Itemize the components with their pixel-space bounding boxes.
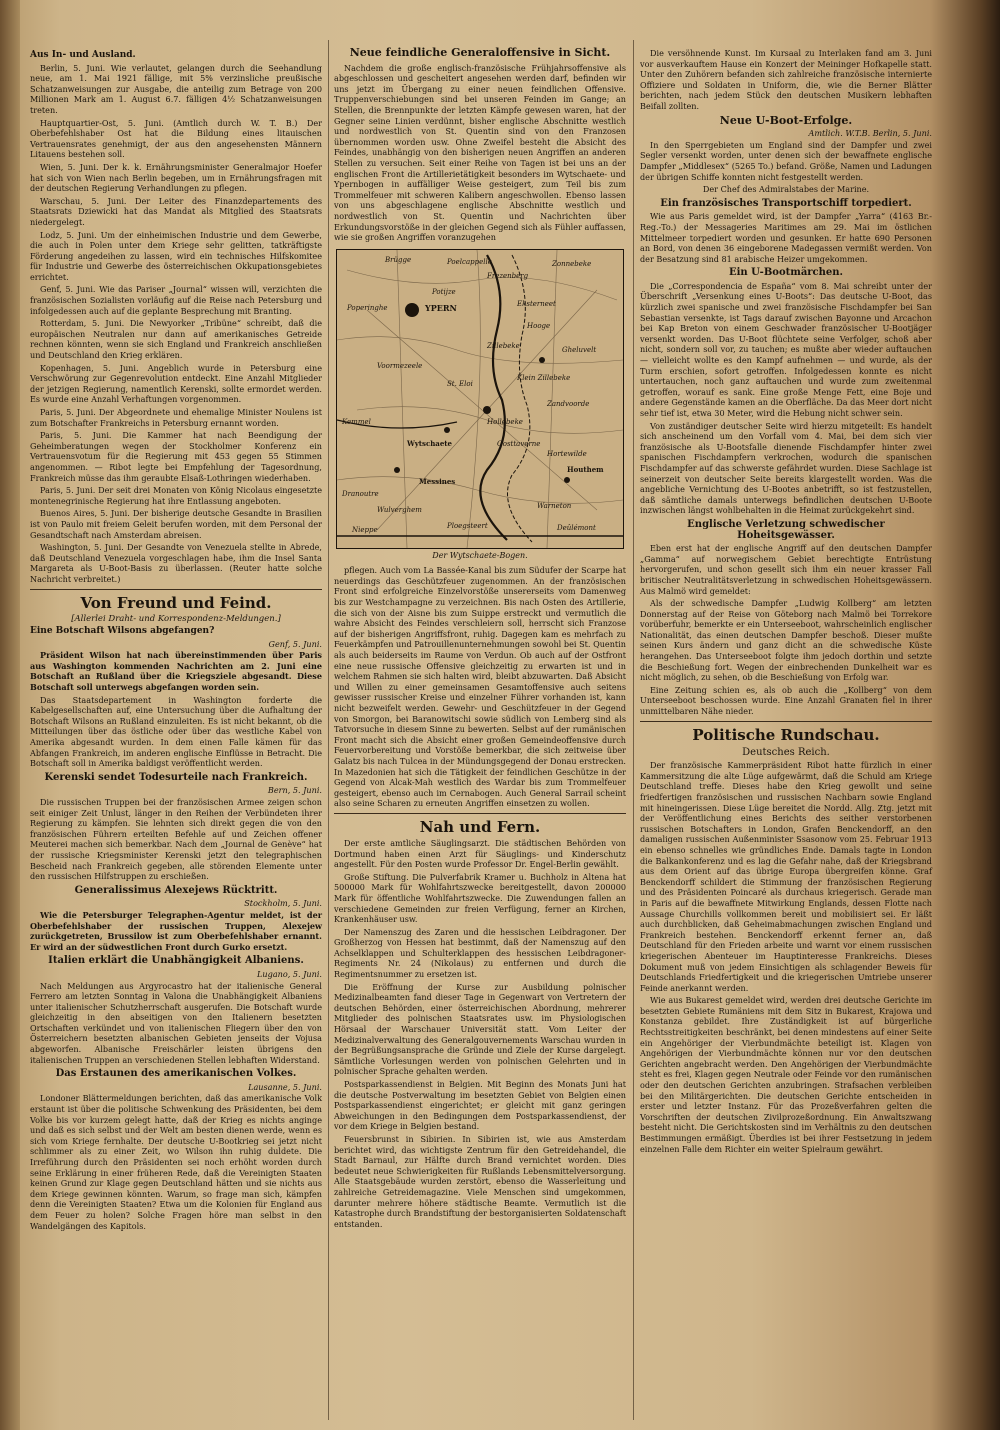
column-rule-1 — [328, 40, 329, 1420]
map-label: Warneton — [537, 501, 572, 510]
news-item: Lodz, 5. Juni. Um der einheimischen Industrie und dem Gewerbe, die auch in Polen unter dem Kriege sehr gelitten, tatkräftigste Förderung angedeihen zu lassen, wird ein technisches Hilfskomitee für Industrie und Gewerbe des österreichischen Okkupationsgebietes errichtet. — [30, 229, 322, 282]
map-label: Zillebeke — [487, 341, 520, 350]
dateline: Lausanne, 5. Juni. — [248, 1081, 322, 1092]
map-label: St. Eloi — [447, 379, 473, 388]
map-label: Poelcappelle — [447, 257, 492, 266]
story-body: Eine Zeitung schien es, als ob auch die „Kollberg“ von dem Unterseeboot beschossen wurde. Eine Anzahl Granaten fiel in ihrer unmittelbaren Nähe nieder. — [640, 684, 932, 717]
news-item: Rotterdam, 5. Juni. Die Newyorker „Tribüne“ schreibt, daß die europäischen Neutralen nur dann auf amerikanisches Getreide rechnen könnten, wenn sie sich England und Frankreich anschließen und Deutschland den Krieg erklären. — [30, 318, 322, 361]
story-body: Von zuständiger deutscher Seite wird hierzu mitgeteilt: Es handelt sich anscheinend um den Vorfall vom 4. Mai, bei dem sich vier französische als U-Bootsfalle dienende Fischdampfer hinter zwei spanischen Fischdampfern verkrochen, wodurch die spanischen Fischdampfer auf das schwerste gefährdet wurden. Diese Sachlage ist seinerzeit von deutscher Seite bereits klargestellt worden. Was die angebliche Vernichtung des U-Bootes anbetrifft, so ist festzustellen, daß sämtliche damals unterwegs befindlichen deutschen U-Boote inzwischen längst wohlbehalten in die Heimat zurückgekehrt sind. — [640, 420, 932, 516]
story-body: Wie aus Paris gemeldet wird, ist der Dampfer „Yarra“ (4163 Br.-Reg.-To.) der Messageries Maritimes am 29. Mai im östlichen Mittelmeer torpediert worden und gesunken. Er hatte 690 Personen an Bord, von denen 36 eingeborene Madegassen vermißt werden. Von der Besatzung sind 81 arabische Heizer umgekommen. — [640, 211, 932, 264]
divider — [30, 589, 322, 590]
news-item: Warschau, 5. Juni. Der Leiter des Finanzdepartements des Staatsrats Dziewicki hat das Mandat als Mitglied des Staatsrats niedergelegt. — [30, 195, 322, 227]
map-wytschaete-bogen — [336, 249, 624, 549]
signature: Der Chef des Admiralstabes der Marine. — [702, 184, 870, 195]
dateline: Amtlich. W.T.B. Berlin, 5. Juni. — [808, 128, 932, 139]
column-rule-2 — [633, 40, 634, 1420]
feature-title: Von Freund und Feind. — [80, 593, 272, 612]
dateline: Lugano, 5. Juni. — [257, 968, 322, 979]
news-item: Kopenhagen, 5. Juni. Angeblich wurde in Petersburg eine Verschwörung zur Gegenrevolution entdeckt. Eine Anzahl Mitglieder der jetzigen Regierung, namentlich Kerenski, sollte ermordet werden. Es wurde eine Anzahl Verhaftungen vorgenommen. — [30, 362, 322, 405]
nahfern-item: Der erste amtliche Säuglingsarzt. Die städtischen Behörden von Dortmund haben einen Arzt für Säuglings- und Kinderschutz angestellt. Für den Posten wurde Professor Dr. Engel-Berlin gewählt. — [334, 837, 626, 870]
map-label: Nieppe — [352, 525, 378, 534]
map-label: Hooge — [527, 321, 551, 330]
rundschau-item: Wie aus Bukarest gemeldet wird, werden drei deutsche Gerichte im besetzten Gebiete Rumäniens mit dem Sitz in Bukarest, Krajowa und Konstanza gebildet. Ihre Zuständigkeit ist auf bürgerliche Rechtsstreitigkeiten beschränkt, bei denen mindestens auf einer Seite ein Angehöriger der Vierbundmächte beteiligt ist. Klagen von Angehörigen der Vierbundmächte können nur vor den deutschen Gerichten angebracht werden. Den Angehörigen der Vierbundmächte steht es frei, Klagen gegen Neutrale oder Feinde vor den rumänischen oder den deutschen Gerichten anzubringen. Strafsachen verbleiben bei den Militärgerichten. Die deutschen Gerichte entscheiden in erster und letzter Instanz. Für das Prozeßverfahren gelten die Vorschriften der deutschen Zivilprozeßordnung. Ein Anwaltszwang besteht nicht. Die Gerichtskosten sind im Verhältnis zu den deutschen Bestimmungen ermäßigt. Überdies ist bei ihrer Festsetzung in jedem einzelnen Falle dem Richter ein weiter Spielraum gewährt. — [640, 995, 932, 1154]
rundschau-item: Der französische Kammerpräsident Ribot hatte fürzlich in einer Kammersitzung die alte Lüge aufgewärmt, daß die Schuld am Kriege Deutschland treffe. Dieses habe den Krieg gewollt und seine friedfertigen französischen und russischen Nachbarn sowie England mit hineingerissen. Diese Lüge bereitet die Nordd. Allg. Ztg. jetzt mit der Veröffentlichung eines Berichts des seither verstorbenen russischen Botschafters in London, Grafen Benckendorff, an den damaligen russischen Außenminister Ssasonow vom 25. Februar 1913 ein ebenso schnelles wie gründliches Ende. Damals tagte in London die Balkankonferenz und es lag die Gefahr nahe, daß der Kriegsbrand aus dem Orient auf das übrige Europa übergreifen könne. Graf Benckendorff schildert die Stimmung der französischen Regierung und des Präsidenten Poincaré als durchaus kriegerisch. Gerade man in Paris auf die bewaffnete Mitwirkung Englands, dessen Flotte nach Aussage Churchills vollkommen bereit und mobilisiert sei. Er läßt auch durchblicken, daß Geheimabmachungen zwischen England und Frankreich bestehen. Benckendorff erkennt ferner an, daß Deutschland für den Frieden arbeite und warnt vor einem russischen kriegerischen Abenteuer im Hauptinteresse Frankreichs. Dieses Dokument muß von jedem Einsichtigen als schlagender Beweis für Deutschlands Friedfertigkeit und die kriegerischen Umtriebe unserer Feinde anerkannt werden. — [640, 760, 932, 993]
news-item: Paris, 5. Juni. Der Abgeordnete und ehemalige Minister Noulens ist zum Botschafter Frankreichs in Petersburg ernannt worden. — [30, 407, 322, 428]
map-label: Potijze — [432, 287, 456, 296]
story-heading-uboot: Neue U-Boot-Erfolge. — [719, 113, 853, 127]
map-label: Deûlémont — [557, 523, 596, 532]
news-item: Genf, 5. Juni. Wie das Pariser „Journal“ wissen will, verzichten die französischen Sozialisten vorläufig auf die Reise nach Petersburg und infolgedessen auch auf die geplante Besprechung mit Branting. — [30, 284, 322, 316]
story-body: Londoner Blättermeldungen berichten, daß das amerikanische Volk erstaunt ist über die politische Schwenkung des Präsidenten, bei dem Volke bis vor kurzem gelegt hatte, daß der Krieg es nichts anginge und daß es sich selbst und der Welt am besten dienen werde, wenn es sich vom Kriege fernhalte. Der deutsche U-Bootkrieg sei jetzt nicht schlimmer als zu einer Zeit, wo Wilson ihn ruhig duldete. Die Irreführung durch den Präsidenten sei noch erhöht worden durch seine Erklärung in einer früheren Rede, daß die Vereinigten Staaten keinen Grund zur Klage gegen Deutschland hätten und sie nichts aus dem Kriege gewinnen könnten. Warum, so frage man sich, kämpfen denn die Vereinigten Staaten? Etwa um die Kolonien für England aus dem Feuer zu holen? Solche Fragen höre man selbst in den Wandelgängen des Kapitols. — [30, 1093, 322, 1231]
section-title-politische-rundschau: Politische Rundschau. — [692, 725, 880, 744]
nahfern-item: Große Stiftung. Die Pulverfabrik Kramer u. Buchholz in Altena hat 500000 Mark für Wohlfahrtszwecke bereitgestellt, davon 200000 Mark für öffentliche Wohlfahrtszwecke. Die Zuwendungen fallen an verschiedene Gemeinden zur freien Verfügung, ferner an Kirchen, Krankenhäuser usw. — [334, 871, 626, 925]
map-label: Voormezeele — [377, 361, 423, 370]
article-continuation: pflegen. Auch vom La Bassée-Kanal bis zum Südufer der Scarpe hat neuerdings das Geschützfeuer zugenommen. An der französischen Front sind erfolgreiche Einzelvorstöße unsererseits vom Damenweg bis zur Westchampagne zu verzeichnen. Bis nach Osten des Artillerie, die sich von der Aisne bis zum Suippe erstreckt und vermutlich die wahre Absicht des Feindes verschleiern soll, herrscht sich Franzose auf der bisherigen Angriffsfront, ruhig. Dagegen kam es mehrfach zu Feuerkämpfen und Patrouillenunternehmungen sowohl bei St. Quentin als auch beiderseits im Raume von Verdun. Ob auch auf der Ostfront eine neue russische Offensive gleichzeitig zu erwarten ist und in welchem Rahmen sie sich halten wird, bleibt abzuwarten. Daß Absicht und Willen zu einer gemeinsamen Gesamtoffensive auch seitens gewisser russischer Kreise und einzelner Führer vorhanden ist, kann nicht bezweifelt werden. Gewehr- und Geschützfeuer in der Gegend von Smorgon, bei Baranowitschi sowie südlich von Lemberg sind als Tatvorsuche in diesem Sinne zu bewerten. Selbst auf der rumänischen Front macht sich die Absicht einer großen Gemeindeoffensive durch Feuervorbereitung und Vorstöße bemerkbar, die sich zeitweise über Galatz bis nach Tulcea in der Mündungsgegend der Donau erstrecken. In Mazedonien hat sich die Tätigkeit der feindlichen Geschütze in der Gegend von Alcak-Mah westlich des Wardar bis zum Trommelfeuer gesteigert, ebenso auch im Cernabogen. Auch General Sarrail scheint also seine Scharen zu erneuten Angriffen einsetzen zu wollen. — [334, 565, 626, 809]
dateline: Bern, 5. Juni. — [267, 785, 322, 796]
map-label: Gheluvelt — [562, 345, 597, 354]
story-lead: Präsident Wilson hat nach übereinstimmenden über Paris aus Washington kommenden Nachrichten am 2. Juni eine Botschaft an Rußland über die Kriegsziele abgesandt. Diese Botschaft soll unterwegs abgefangen worden sein. — [30, 650, 322, 693]
news-item: Buenos Aires, 5. Juni. Der bisherige deutsche Gesandte in Brasilien ist von Paulo mit freiem Geleit berufen worden, mit dem Personal der Gesandtschaft nach Amsterdam abreisen. — [30, 508, 322, 540]
story-body: Nach Meldungen aus Argyrocastro hat der italienische General Ferrero am letzten Sonntag in Valona die Unabhängigkeit Albaniens unter italienischer Schutzherrschaft ausgerufen. Die Botschaft wurde gleichzeitig in den abseitigen von den Italienern besetzten Ortschaften verkündet und von italienischen Fliegern über den von Österreichern besetzten albanischen Gebieten jenseits der Vojusa abgeworfen. Albanische Freischärler leisten übrigens den italienischen Truppen an verschiedenen Stellen lebhaften Widerstand. — [30, 980, 322, 1065]
divider — [640, 721, 932, 722]
section-title-nah-und-fern: Nah und Fern. — [419, 817, 541, 836]
news-item: Washington, 5. Juni. Der Gesandte von Venezuela stellte in Abrede, daß Deutschland Venezuela vorgeschlagen habe, ihm die Insel Santa Margareta als U-Boot-Basis zu überlassen. (Reuter hatte solche Nachricht verbreitet.) — [30, 542, 322, 584]
map-label: Zandvoorde — [547, 399, 590, 408]
story-body: Die „Correspondencia de España“ vom 8. Mai schreibt unter der Überschrift „Versenkung eines U-Boots“: Das deutsche U-Boot, das kürzlich zwei spanische und zwei französische Fischdampfer bei San Sebastian versenkte, ist Tags darauf zwischen Bayonne und Arcachon bei Kap Breton von einem Geschwader französischer U-Bootjäger versenkt worden. Das U-Boot flüchtete seine Verfolger, schoß aber nicht, sondern soll vor, zu tauchen; es mußte aber wieder auftauchen — vielleicht wollte es den Kampf aufnehmen — und wurde, als der Turm erschien, sofort getroffen. Infolgedessen konnte es nicht untertauchen, noch ganz auftauchen und wurde zum zweitenmal getroffen, worauf es sank. Eine große Menge Fett, eine Boje und andere Gegenstände kamen an die Oberfläche. Da das Meer dort nicht sehr tief ist, etwa 30 Meter, wird die Hebung nicht schwer sein. — [640, 280, 932, 418]
column-3 — [640, 48, 932, 1156]
news-item: Hauptquartier-Ost, 5. Juni. (Amtlich durch W. T. B.) Der Oberbefehlshaber Ost hat die Bildung eines litauischen Vertrauensrates genehmigt, der aus den angesehensten Männern Litauens bestehen soll. — [30, 117, 322, 160]
nahfern-item: Der Namenszug des Zaren und die hessischen Leibdragoner. Der Großherzog von Hessen hat bestimmt, daß der Namenszug auf den Achselklappen und Schulterklappen des hessischen Leibdragoner-Regiments Nr. 24 (Nikolaus) zu entfernen und durch die Regimentsnummer zu ersetzen ist. — [334, 926, 626, 980]
map-label: Oosttaverne — [497, 439, 541, 448]
story-heading: Italien erklärt die Unabhängigkeit Albaniens. — [48, 955, 304, 967]
map-label: Zonnebeke — [552, 259, 592, 268]
story-heading: Generalissimus Alexejews Rücktritt. — [74, 884, 278, 896]
map-label: Ploegsteert — [447, 521, 488, 530]
news-item: Wien, 5. Juni. Der k. k. Ernährungsminister Generalmajor Hoefer hat sich von Wien nach Berlin begeben, um in Ernährungsfragen mit der deutschen Regierung Verhandlungen zu pflegen. — [30, 161, 322, 194]
map-label: Hollebeke — [487, 417, 523, 426]
dateline: Genf, 5. Juni. — [268, 638, 322, 649]
binding-gutter — [0, 0, 20, 1430]
news-item: Paris, 5. Juni. Die Kammer hat nach Beendigung der Geheimberatungen wegen der Stockholmer Konferenz ein Vertrauensvotum für die Regierung mit 453 gegen 55 Stimmen angenommen. — Ribot legte bei Empfehlung der Tagesordnung, Frankreich müsse das ihm geraubte Elsaß-Lothringen wiederhaben. — [30, 430, 322, 483]
story-heading: Ein französisches Transportschiff torpediert. — [660, 197, 912, 209]
news-item: Berlin, 5. Juni. Wie verlautet, gelangen durch die Seehandlung neue, am 1. Mai 1921 fällige, mit 5% verzinsliche preußische Schatzanweisungen zur Ausgabe, die anteilig zum Betrage von 200 Millionen Mark am 1. August 6.7. fälligen 4½ Schatzanweisungen treten. — [30, 62, 322, 115]
article-intro: Nachdem die große englisch-französische Frühjahrsoffensive als abgeschlossen und gescheitert angesehen werden darf, befinden wir uns jetzt im Übergang zu einer neuen feindlichen Offensive. Truppenverschiebungen sind bei unseren Feinden im Gange; an Stellen, die Brennpunkte der letzten Kämpfe gewesen waren, hat der Gegner seine Linien verdünnt, bisher englische Abschnitte westlich und nordwestlich von St. Quentin sind von den Franzosen übernommen worden usw. Ohne Zweifel besteht die Absicht des Feindes, unabhängig von den bisherigen neuen Angriffen an anderen Stellen zu versuchen. Seit einer Reihe von Tagen ist bei uns an der englischen Front die Artillerietätigkeit besonders im Wytschaete- und Ypernbogen in auffälliger Weise gesteigert, zum Teil bis zum Trommelfeuer mit schweren Kalibern angeschwollen. Ebenso lassen von uns abgeschlagene englische Abschnitte westlich und nordwestlich von St. Quentin und Nachrichten über Erkundungsvorstöße in der gleichen Gegend sich als Fühler auffassen, wie sie großen Angriffen voranzugehen — [334, 62, 626, 243]
map-label: Hortewilde — [547, 449, 587, 458]
dateline: Stockholm, 5. Juni. — [244, 898, 322, 909]
story-body: Das Staatsdepartement in Washington forderte die Kabelgesellschaften auf, eine Untersuchung über die Aufhaltung der Botschaft Wilsons an Rußland einzuleiten. Es ist nicht bekannt, ob die Mitteilungen über das östliche oder über das westliche Kabel von Amerika abgesandt wurden. In dem einen Falle kämen für das Abfangen Frankreich, im anderen englische Einflüsse in Betracht. Die Botschaft soll in Amerika baldigst veröffentlicht werden. — [30, 694, 322, 769]
news-item: Die versöhnende Kunst. Im Kursaal zu Interlaken fand am 3. Juni vor ausverkauftem Hause ein Konzert der Meininger Hofkapelle statt. Unter den Zuhörern befanden sich zahlreiche französische internierte Offiziere und Soldaten in Uniform, die, wie die Berner Blätter berichten, nach jedem Stück den deutschen Musikern lebhaften Beifall zollten. — [640, 48, 932, 111]
map-label-ypern: YPERN — [425, 302, 457, 313]
map-label: Poperinghe — [347, 303, 388, 312]
story-heading: Eine Botschaft Wilsons abgefangen? — [30, 626, 215, 637]
divider — [334, 813, 626, 814]
section-heading-aus-in-und-ausland: Aus In- und Ausland. — [30, 50, 136, 60]
map-label: Brügge — [385, 255, 412, 264]
map-label: Eksterneet — [517, 299, 556, 308]
section-subtitle: Deutsches Reich. — [742, 746, 830, 758]
map-label: Dranoutre — [342, 489, 379, 498]
map-label: Houthem — [567, 464, 604, 474]
story-heading: Kerenski sendet Todesurteile nach Frankreich. — [44, 771, 308, 783]
nahfern-item: Feuersbrunst in Sibirien. In Sibirien ist, wie aus Amsterdam berichtet wird, das wichtigste Zentrum für den Getreidehandel, die Stadt Barnaul, zur Hälfte durch Brand vernichtet worden. Dies bedeutet neue Schwierigkeiten für Rußlands Lebensmittelversorgung. Alle Staatsgebäude wurden zerstört, ebenso die Wasserleitung und zahlreiche Getreidemagazine. Viele Menschen sind umgekommen, darunter mehrere höhere städtische Beamte. Vermutlich ist die Katastrophe durch Brandstiftung der bestorganisierten Soldatenschaft entstanden. — [334, 1133, 626, 1229]
column-2 — [334, 48, 626, 1231]
nahfern-item: Die Eröffnung der Kurse zur Ausbildung polnischer Medizinalbeamten fand dieser Tage in Gegenwart von Vertretern der deutschen Behörden, einer österreichischen Abordnung, mehrerer Mitglieder des polnischen Staatsrates usw. im Physiologischen Hörsaal der Warschauer Universität statt. Vom Leiter der Medizinalverwaltung des Generalgouvernements Warschau wurden in der Begrüßungsansprache die Gründe und Ziele der Kurse dargelegt. Sämtliche Vorlesungen werden von polnischen Gelehrten und in polnischer Sprache gehalten werden. — [334, 981, 626, 1077]
map-drawing — [337, 250, 623, 548]
map-caption: Der Wytschaete-Bogen. — [432, 550, 528, 560]
story-heading: Ein U-Bootmärchen. — [728, 267, 844, 279]
story-body: In den Sperrgebieten um England sind der Dampfer und zwei Segler versenkt worden, unter denen sich der bewaffnete englische Dampfer „Middlesex“ (5265 To.) befand. Größe, Namen und Ladungen der übrigen Schiffe konnten nicht festgestellt werden. — [640, 139, 932, 182]
story-heading: Englische Verletzung schwedischer Hoheitsgewässer. — [687, 518, 885, 541]
story-body: Die russischen Truppen bei der französischen Armee zeigen schon seit einiger Zeit Unlust, länger in den Reihen der Verbündeten ihrer Regierung zu kämpfen. Sie lehnten sich direkt gegen die von den französischen Führern erteilten Befehle auf und Zeichen offener Meuterei machen sich bemerkbar. Nach dem „Journal de Genève“ hat der russische Kriegsminister Kerenski jetzt den telegraphischen Bescheid nach Frankreich gegeben, alle störenden Elemente unter den russischen Hilfstruppen zu erschießen. — [30, 797, 322, 882]
map-label-messines: Messines — [419, 476, 456, 486]
map-label: Frezenberg — [487, 271, 529, 280]
map-label: Kemmel — [342, 417, 371, 426]
headline: Neue feindliche Generaloffensive in Sicht. — [349, 46, 611, 59]
nahfern-item: Postsparkassendienst in Belgien. Mit Beginn des Monats Juni hat die deutsche Postverwaltung im besetzten Gebiet von Belgien einen Postsparkassendienst eingerichtet; er gleicht mit ganz geringen Abweichungen in den Bedingungen dem Postsparkassendienst, der vor dem Kriege in Belgien bestand. — [334, 1079, 626, 1132]
story-body: Wie die Petersburger Telegraphen-Agentur meldet, ist der Oberbefehlshaber der russischen Truppen, Alexejew zurückgetreten, Brussilow ist zum Oberbefehlshaber ernannt. Er wird an der südwestlichen Front durch Gurko ersetzt. — [30, 909, 322, 952]
map-label: Wulverghem — [377, 505, 422, 514]
feature-subtitle: [Allerlei Draht- und Korrespondenz-Meldungen.] — [71, 613, 281, 624]
story-heading: Das Erstaunen des amerikanischen Volkes. — [55, 1068, 297, 1080]
column-1 — [30, 48, 322, 1233]
news-item: Paris, 5. Juni. Der seit drei Monaten von König Nicolaus eingesetzte montenegrinische Regierung hat ihre Entlassung angeboten. — [30, 485, 322, 506]
story-body: Eben erst hat der englische Angriff auf den deutschen Dampfer „Gamma“ auf norwegischem Gebiet berechtigte Entrüstung hervorgerufen, und schon gesellt sich ihm ein neuer krasser Fall britischer Neutralitätsverletzung in schwedischen Hoheitsgewässern. Aus Malmö wird gemeldet: — [640, 543, 932, 596]
map-label: Klein Zillebeke — [517, 373, 571, 382]
map-label-wytschaete: Wytschaete — [407, 438, 452, 448]
story-body: Als der schwedische Dampfer „Ludwig Kollberg“ am letzten Donnerstag auf der Reise von Göteborg nach Malmö bei Torrekore vorüberfuhr, bemerkte er ein Unterseeboot, wahrscheinlich englischer Nationalität, das einen deutschen Dampfer beschoß. Dieser mußte seinen Kurs ändern und ganz dicht an die schwedische Küste herangehen. Das Unterseeboot folgte ihm jedoch dorthin und setzte die Beschießung fort. Wegen der einbrechenden Dunkelheit war es nicht möglich, zu sehen, ob die Beschießung von Erfolg war. — [640, 598, 932, 683]
